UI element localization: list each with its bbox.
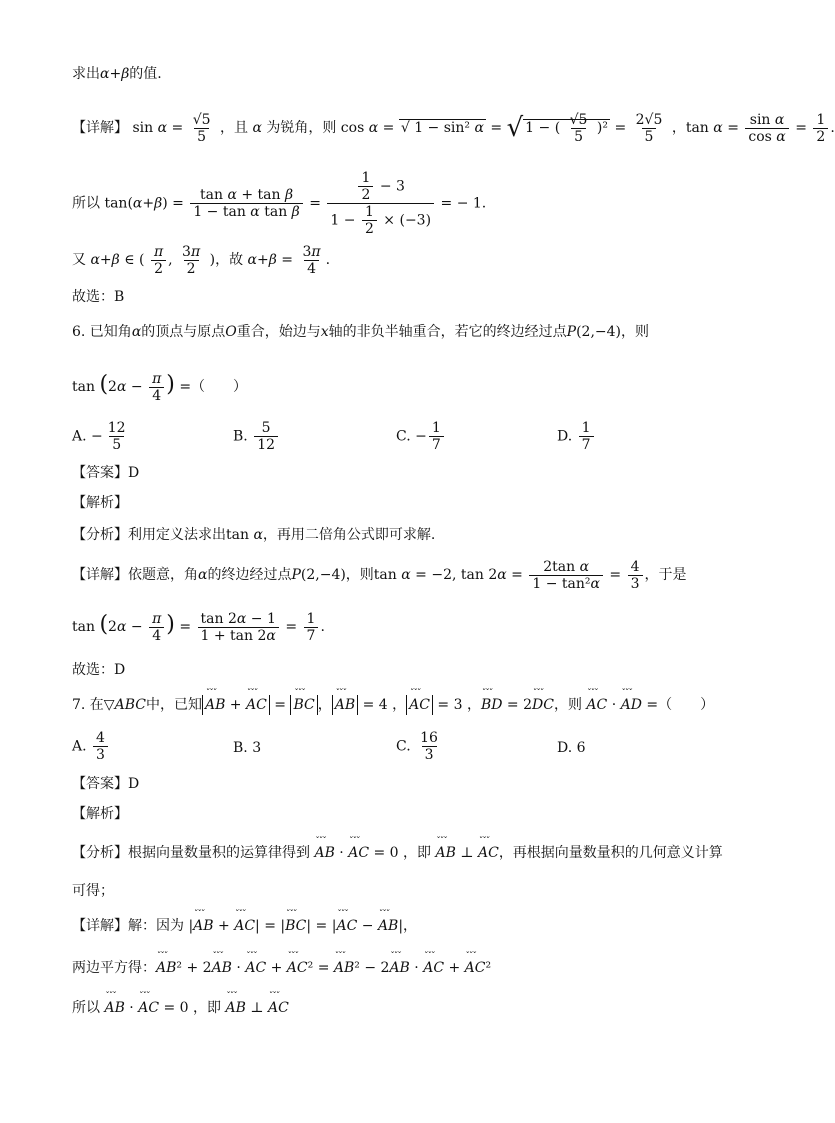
detail-tag: 【详解】 bbox=[72, 120, 128, 136]
q7-fenxi2: 可得； bbox=[72, 883, 114, 899]
q6-expression: tan (2α − $\frac{\pi}{4}$ ) =（ ） bbox=[72, 370, 248, 404]
q7-fenxi1: 【分析】根据向量数量积的运算律得到 ˇˇˇ AB · ˇˇˇ AC = 0 ，即 ˇˇˇ AB ⊥ ˇˇˇ AC，再根据向量数量积的几何意义计算 bbox=[72, 843, 723, 863]
q7-stem: 7. 在▽ABC中，已知ˇˇˇ AB + ˇˇˇ AC = ˇˇˇ BC ，ˇˇˇ AB = 4 ，ˇˇˇ AC = 3 ，ˇˇˇ BD = 2ˇˇˇ DC，则 ˇˇˇ AC · ˇˇˇ AD =（ ） bbox=[72, 695, 714, 715]
q6-analysis: 【解析】 bbox=[72, 495, 128, 511]
q7-analysis: 【解析】 bbox=[72, 806, 128, 822]
q5-detail-line2: 所以 tan(α+β) = $\frac{\text{tan α + tan β}}{\text{1 − tan α tan β}}$ = $\frac{1}{2}$ − 3 1 − $\frac{1}{2}$ × (−3) = − 1. bbox=[72, 170, 487, 237]
q6-detail1: 【详解】依题意，角α的终边经过点P(2,−4)，则tan α = −2, tan 2α = $\frac{\text{2tan α}}{\text{1 − tan²α}}$ = $\frac{4}{3}$ ，于是 bbox=[72, 558, 687, 592]
q7-answer: 【答案】D bbox=[72, 776, 140, 792]
q6-choice: 故选：D bbox=[72, 662, 126, 678]
q7-detail1: 【详解】解：因为 |ˇˇˇ AB + ˇˇˇ AC| = |ˇˇˇ BC| = |ˇˇˇ AC − ˇˇˇ AB|， bbox=[72, 916, 417, 936]
q6-option-a[interactable]: A. − $\frac{12}{5}$ bbox=[72, 420, 126, 453]
q6-option-d[interactable]: D. $\frac{1}{7}$ bbox=[557, 420, 596, 453]
q6-answer: 【答案】D bbox=[72, 465, 140, 481]
q6-detail2: tan (2α − $\frac{\pi}{4}$ ) = $\frac{\tan 2\alpha - 1}{1 + \tan 2\alpha}$ = $\frac{1}{7}$ . bbox=[72, 610, 325, 644]
q7-option-b[interactable]: B. 3 bbox=[233, 740, 262, 756]
q7-detail2: 两边平方得：ˇˇˇ AB² + 2ˇˇˇ AB · ˇˇˇ AC + ˇˇˇ AC² = ˇˇˇ AB² − 2ˇˇˇ AB · ˇˇˇ AC + ˇˇˇ AC² bbox=[72, 958, 491, 978]
q7-option-d[interactable]: D. 6 bbox=[557, 740, 586, 756]
q6-stem: 6. 已知角α的顶点与原点O重合，始边与x轴的非负半轴重合，若它的终边经过点P(2,−4)，则 bbox=[72, 324, 650, 340]
q7-option-a[interactable]: A. $\frac{4}{3}$ bbox=[72, 730, 110, 763]
q5-choice: 故选：B bbox=[72, 289, 125, 305]
q7-option-c[interactable]: C. $\frac{16}{3}$ bbox=[396, 730, 438, 763]
q7-detail3: 所以 ˇˇˇ AB · ˇˇˇ AC = 0 ，即 ˇˇˇ AB ⊥ ˇˇˇ AC bbox=[72, 998, 289, 1018]
q6-option-b[interactable]: B. $\frac{5}{12}$ bbox=[233, 420, 280, 453]
q5-detail-line3: 又 α+β ∈ ( $\frac{\pi}{2}$ , $\frac{3\pi}{2}$ )，故 α+β = $\frac{3\pi}{4}$ . bbox=[72, 243, 331, 277]
intro-line: 求出α+β的值. bbox=[72, 66, 162, 82]
q6-option-c[interactable]: C. − $\frac{1}{7}$ bbox=[396, 420, 446, 453]
q6-fenxi: 【分析】利用定义法求出tan α，再用二倍角公式即可求解. bbox=[72, 527, 436, 543]
q5-detail-line1: 【详解】 sin α = $\frac{√5}{5}$ ，且 α 为锐角，则 cos α = √ 1 − sin² α = √ 1 − ( $\frac{√5}{5}$ )² = $\frac{2√5}{5}$ ，tan α = $\frac{\text{sin α}}{\text{cos α}}$ = $\frac{1}{2}$ . bbox=[72, 111, 835, 145]
